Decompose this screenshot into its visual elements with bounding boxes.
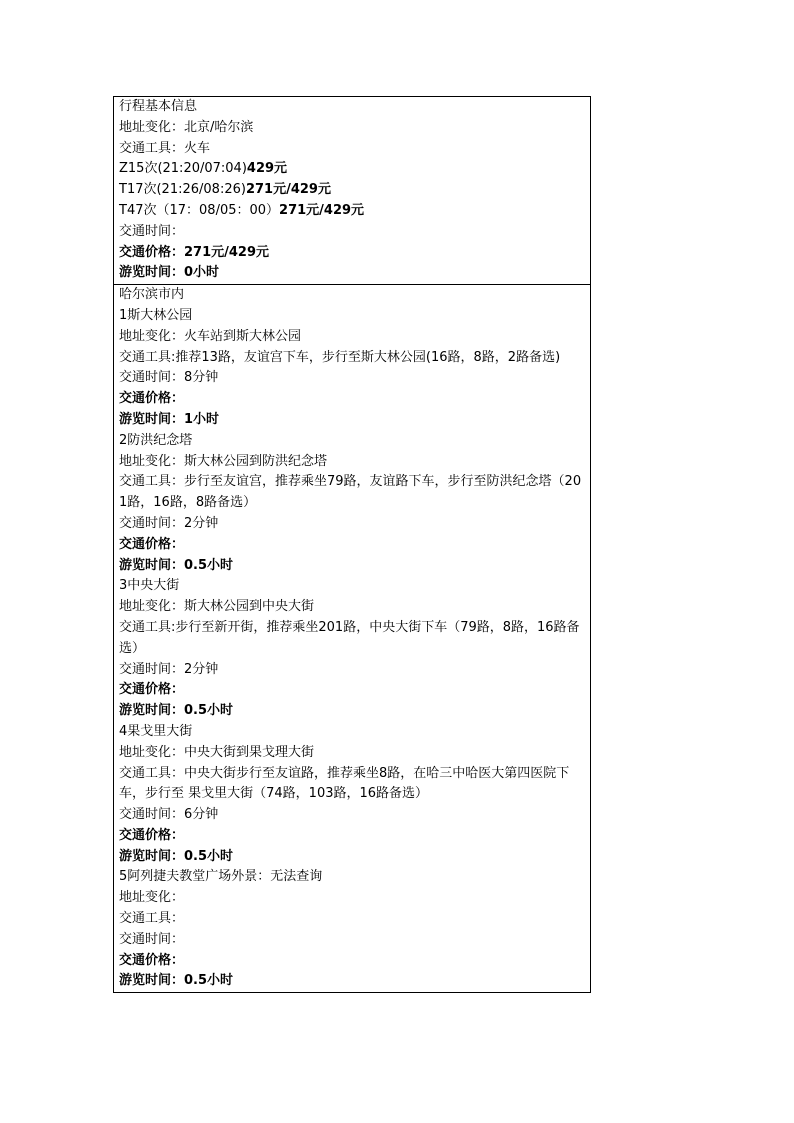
- city-cell: [114, 284, 590, 992]
- stop-title: 3中央大街: [119, 578, 180, 594]
- train-t47: [119, 201, 586, 222]
- stop-transport-price: 交通价格：: [119, 536, 185, 552]
- train-z15: [119, 159, 586, 180]
- stop-transport-time: 交通时间：2分钟: [119, 515, 219, 531]
- stop-transport-time: 交通时间：2分钟: [119, 661, 219, 677]
- basic-info-cell: [114, 97, 590, 284]
- stop-2: [119, 431, 586, 577]
- stop-transport: 交通工具：中央大街步行至友谊路，推荐乘坐8路，在哈三中哈医大第四医院下车，步行至 果戈里大街（74路，103路，16路备选）: [119, 765, 570, 802]
- basic-transport-time: 交通时间：: [119, 223, 185, 239]
- train-t17-price: 271元/429元: [245, 182, 331, 198]
- city-header: 哈尔滨市内: [119, 287, 185, 303]
- basic-visit-time: 游览时间：0小时: [119, 265, 220, 281]
- stop-visit-time: 游览时间：1小时: [119, 411, 220, 427]
- train-t47-schedule: T47次（17：08/05：00）: [119, 202, 280, 218]
- stop-transport: 交通工具：步行至友谊宫，推荐乘坐79路，友谊路下车，步行至防洪纪念塔（201路，16路，8路备选）: [119, 474, 582, 511]
- stop-4: [119, 722, 586, 868]
- stop-transport-price: 交通价格：: [119, 682, 185, 698]
- stop-address: 地址变化：火车站到斯大林公园: [119, 328, 302, 344]
- stop-transport: 交通工具:步行至新开街，推荐乘坐201路，中央大街下车（79路，8路，16路备选）: [119, 619, 580, 656]
- stop-visit-time: 游览时间：0.5小时: [119, 848, 234, 864]
- stop-transport-price: 交通价格：: [119, 827, 185, 843]
- stop-address: 地址变化：斯大林公园到防洪纪念塔: [119, 453, 328, 469]
- stop-transport: 交通工具：: [119, 911, 185, 927]
- stop-address: 地址变化：: [119, 890, 185, 906]
- stop-transport-time: 交通时间：6分钟: [119, 807, 219, 823]
- train-t17-schedule: T17次(21:26/08:26): [119, 182, 246, 198]
- stop-1: [119, 306, 586, 431]
- stop-visit-time: 游览时间：0.5小时: [119, 703, 234, 719]
- stop-transport-time: 交通时间：8分钟: [119, 370, 219, 386]
- stop-5: [119, 867, 586, 992]
- stop-address: 地址变化：斯大林公园到中央大街: [119, 599, 315, 615]
- stop-title: 1斯大林公园: [119, 307, 193, 323]
- basic-transport-price: 交通价格：271元/429元: [119, 244, 270, 260]
- stop-transport-price: 交通价格：: [119, 952, 185, 968]
- train-t17: [119, 180, 586, 201]
- train-t47-price: 271元/429元: [279, 202, 365, 218]
- stop-visit-time: 游览时间：0.5小时: [119, 973, 234, 989]
- stop-address: 地址变化：中央大街到果戈理大街: [119, 744, 315, 760]
- train-z15-schedule: Z15次(21:20/07:04): [119, 161, 247, 177]
- train-z15-price: 429元: [246, 161, 288, 177]
- itinerary-table: [113, 96, 591, 993]
- stop-title: 5阿列捷夫教堂广场外景：无法查询: [119, 869, 323, 885]
- stop-3: [119, 576, 586, 722]
- basic-address: 地址变化：北京/哈尔滨: [119, 119, 254, 135]
- stop-transport-price: 交通价格：: [119, 391, 185, 407]
- basic-info-header: 行程基本信息: [119, 99, 198, 114]
- stop-title: 2防洪纪念塔: [119, 432, 193, 448]
- stop-visit-time: 游览时间：0.5小时: [119, 557, 234, 573]
- stop-transport: 交通工具:推荐13路，友谊宫下车，步行至斯大林公园(16路，8路，2路备选): [119, 349, 561, 365]
- stop-title: 4果戈里大街: [119, 723, 193, 739]
- stop-transport-time: 交通时间：: [119, 931, 185, 947]
- basic-transport: 交通工具：火车: [119, 140, 211, 156]
